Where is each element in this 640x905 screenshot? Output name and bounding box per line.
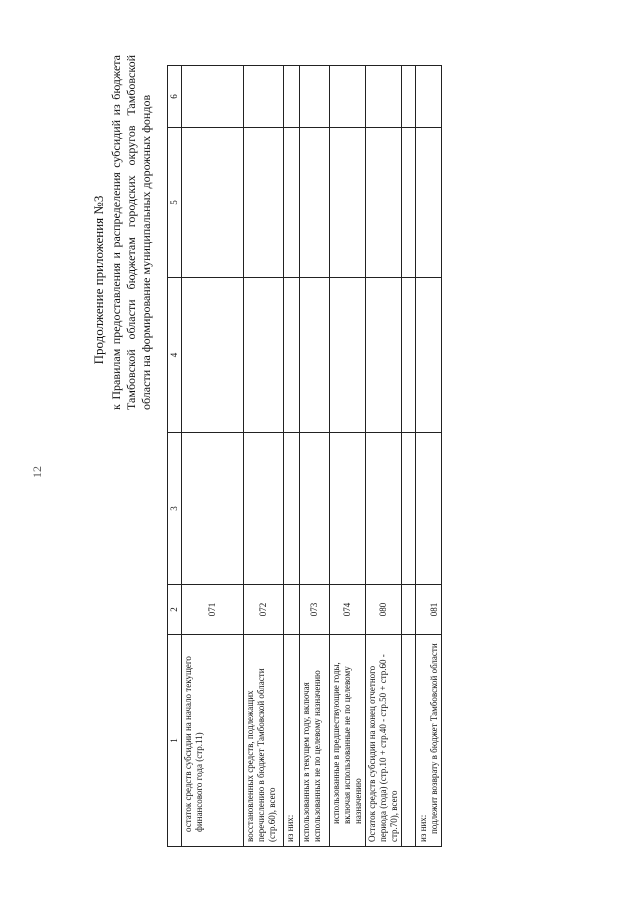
table-cell bbox=[284, 278, 300, 433]
table-row bbox=[416, 66, 442, 847]
table-cell bbox=[300, 66, 330, 128]
table-cell bbox=[330, 433, 366, 585]
table-cell bbox=[366, 128, 402, 278]
row-label bbox=[402, 635, 416, 847]
table-cell bbox=[402, 433, 416, 585]
table-cell bbox=[366, 278, 402, 433]
appendix-reference: к Правилам предоставления и распределения субсидий из бюджета Тамбовской области бюджетам городских округов Тамбовской области на формирование муниципальных дорожных фондов bbox=[109, 55, 153, 410]
report-table bbox=[167, 65, 442, 847]
row-label: Остаток средств субсидии на конец отчетного периода (года) (стр.10 + стр.40 - стр.50 + стр.60 - стр.70), всего bbox=[366, 635, 402, 847]
table-cell bbox=[244, 278, 284, 433]
row-label: использованные в предшествующие годы, включая использованные не по целевому назначению bbox=[330, 635, 366, 847]
column-header: 5 bbox=[168, 128, 182, 278]
row-label: восстановленных средств, подлежащих перечислению в бюджет Тамбовской области (стр.60), всего bbox=[244, 635, 284, 847]
table-cell bbox=[366, 66, 402, 128]
table-cell bbox=[182, 128, 244, 278]
column-header: 6 bbox=[168, 66, 182, 128]
table-cell bbox=[244, 433, 284, 585]
table-cell bbox=[366, 433, 402, 585]
table-cell bbox=[300, 128, 330, 278]
table-header-row bbox=[168, 66, 182, 847]
row-label: использованных в текущем году, включая использованных не по целевому назначению bbox=[300, 635, 330, 847]
row-code: 081 bbox=[416, 585, 442, 635]
table-cell bbox=[284, 66, 300, 128]
row-code: 074 bbox=[330, 585, 366, 635]
document-sheet bbox=[91, 55, 543, 850]
row-label: из них: bbox=[284, 635, 300, 847]
row-label: остаток средств субсидии на начало текущего финансового года (стр.11) bbox=[182, 635, 244, 847]
table-cell bbox=[402, 128, 416, 278]
table-cell bbox=[330, 128, 366, 278]
table-cell bbox=[402, 66, 416, 128]
table-cell bbox=[300, 433, 330, 585]
column-header: 1 bbox=[168, 635, 182, 847]
table-cell bbox=[300, 278, 330, 433]
row-label-line: подлежит возврату в бюджет Тамбовской области bbox=[429, 643, 439, 834]
table-cell bbox=[416, 128, 442, 278]
table-row bbox=[300, 66, 330, 847]
row-code: 072 bbox=[244, 585, 284, 635]
table-row bbox=[284, 66, 300, 847]
table-row bbox=[182, 66, 244, 847]
table-cell bbox=[416, 433, 442, 585]
row-code: 071 bbox=[182, 585, 244, 635]
table-row bbox=[330, 66, 366, 847]
table-cell bbox=[182, 66, 244, 128]
column-header: 4 bbox=[168, 278, 182, 433]
page-number: 12 bbox=[30, 466, 44, 478]
table-cell bbox=[284, 433, 300, 585]
table-row bbox=[366, 66, 402, 847]
table-cell bbox=[330, 278, 366, 433]
row-label bbox=[416, 635, 442, 847]
row-code: 073 bbox=[300, 585, 330, 635]
table-cell bbox=[182, 278, 244, 433]
table-cell bbox=[182, 433, 244, 585]
column-header: 3 bbox=[168, 433, 182, 585]
row-code bbox=[402, 585, 416, 635]
row-code bbox=[284, 585, 300, 635]
row-label-line: из них: bbox=[418, 814, 428, 842]
table-cell bbox=[244, 128, 284, 278]
appendix-title: Продолжение приложения №3 bbox=[91, 195, 106, 365]
column-header: 2 bbox=[168, 585, 182, 635]
table-row bbox=[402, 66, 416, 847]
table-row bbox=[244, 66, 284, 847]
table-cell bbox=[330, 66, 366, 128]
table-cell bbox=[416, 66, 442, 128]
table-cell bbox=[402, 278, 416, 433]
table-cell bbox=[284, 128, 300, 278]
table-cell bbox=[244, 66, 284, 128]
row-code: 080 bbox=[366, 585, 402, 635]
table-cell bbox=[416, 278, 442, 433]
